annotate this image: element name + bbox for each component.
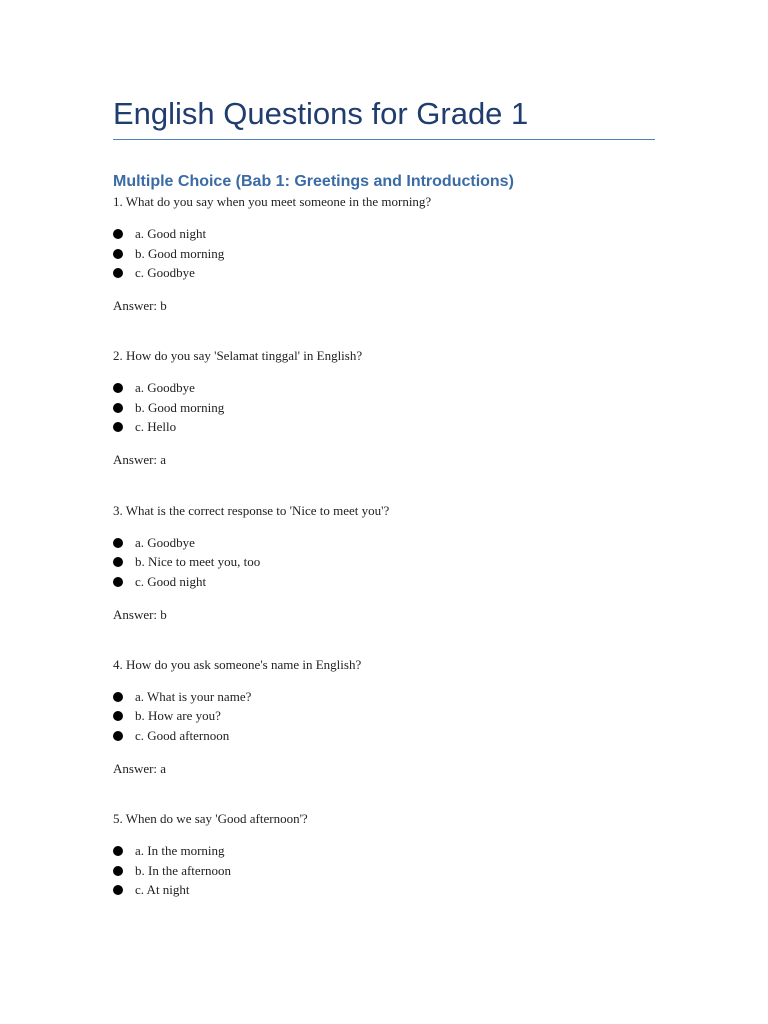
option-label: c. At night (135, 882, 190, 898)
option-label: c. Hello (135, 419, 177, 435)
question-item (113, 346, 655, 500)
bullet-icon (113, 383, 123, 393)
bullet-icon (113, 229, 123, 239)
bullet-icon (113, 711, 123, 721)
option-label: b. Nice to meet you, too (135, 554, 261, 570)
bullet-icon (113, 538, 123, 548)
answer-text: Answer: b (113, 298, 167, 313)
title-underline (113, 139, 655, 140)
section-heading: Multiple Choice (Bab 1: Greetings and Introductions) (113, 173, 514, 190)
bullet-icon (113, 731, 123, 741)
bullet-icon (113, 403, 123, 413)
option-label: a. Good night (135, 226, 207, 241)
bullet-icon (113, 577, 123, 587)
option-label: a. Goodbye (135, 380, 195, 396)
document-title: English Questions for Grade 1 (113, 96, 529, 131)
question-item (113, 192, 655, 346)
bullet-icon (113, 268, 123, 278)
question-text: 3. What is the correct response to 'Nice to meet you'? (113, 502, 390, 518)
bullet-icon (113, 557, 123, 567)
option-label: a. What is your name? (135, 688, 252, 704)
question-item (113, 501, 655, 655)
question-text: 2. How do you say 'Selamat tinggal' in English? (113, 348, 363, 364)
bullet-icon (113, 692, 123, 702)
option-label: b. Good morning (135, 399, 225, 415)
question-text: 4. How do you ask someone's name in English? (113, 656, 362, 672)
question-item (113, 655, 655, 809)
option-label: c. Good night (135, 573, 207, 589)
question-text: 5. When do we say 'Good afternoon'? (113, 811, 308, 827)
question-item (113, 809, 655, 963)
bullet-icon (113, 866, 123, 876)
bullet-icon (113, 249, 123, 259)
option-label: c. Good afternoon (135, 727, 230, 743)
option-label: b. Good morning (135, 245, 225, 261)
bullet-icon (113, 846, 123, 856)
question-list (113, 192, 655, 963)
option-label: c. Goodbye (135, 265, 195, 280)
option-label: a. Goodbye (135, 534, 195, 550)
question-text: 1. What do you say when you meet someone in the morning? (113, 194, 432, 209)
answer-text: Answer: b (113, 606, 167, 622)
answer-text: Answer: a (113, 760, 167, 776)
option-label: a. In the morning (135, 843, 225, 859)
bullet-icon (113, 885, 123, 895)
bullet-icon (113, 422, 123, 432)
option-label: b. How are you? (135, 708, 221, 724)
answer-text: Answer: a (113, 452, 167, 468)
option-label: b. In the afternoon (135, 862, 232, 878)
